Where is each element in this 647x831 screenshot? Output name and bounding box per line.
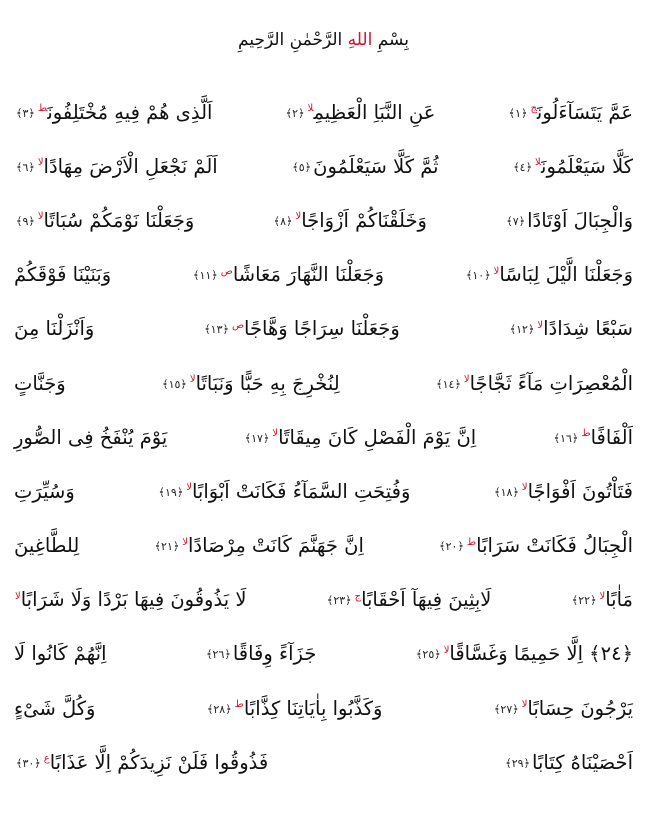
ayah-number-marker: ﴿٢٢﴾	[571, 594, 597, 608]
verse-text: اَلْفَافًا	[590, 425, 633, 449]
verse-text: اَحْصَيْنَاهُ كِتَابًا	[532, 750, 633, 774]
ayah-number-marker: ﴿٦﴾	[16, 160, 35, 174]
waqf-mark: لا	[537, 319, 544, 331]
waqf-mark: ط	[581, 428, 591, 440]
waqf-mark: لا	[493, 265, 500, 277]
waqf-mark: ع	[43, 753, 50, 765]
verse-text: مَاٰبًا	[605, 588, 633, 612]
ayah-number-marker: ﴿١٠﴾	[465, 269, 491, 283]
verse-segment	[153, 534, 364, 557]
verse-text: لَا يَذُوقُونَ فِيهَا بَرْدًا وَلَا شَرَابًا	[20, 588, 247, 612]
ayah-number-marker: ﴿٢٣﴾	[326, 594, 352, 608]
verse-text: وَجَعَلْنَا سِرَاجًا وَهَّاجًا	[244, 317, 400, 341]
verse-segment	[157, 480, 411, 503]
waqf-mark: لا	[307, 103, 314, 115]
ayah-number-marker: ﴿١٥﴾	[162, 377, 187, 391]
ayah-number-marker: ﴿١﴾	[508, 106, 528, 120]
ayah-number-marker: ﴿٣٠﴾	[16, 756, 41, 770]
verse-text: وَكُلَّ شَىْءٍ	[14, 696, 96, 720]
verse-text: اِنَّهُمْ كَانُوا لَا	[14, 642, 107, 666]
verse-text: فَتَاْتُونَ اَفْوَاجًا	[527, 479, 633, 503]
verse-text: لِلطَّاغِينَ	[14, 534, 80, 558]
ayah-number-marker: ﴿١٨﴾	[494, 485, 519, 499]
waqf-mark: ط	[37, 103, 48, 115]
verse-text: وَجَعَلْنَا نَوْمَكُمْ سُبَاتًا	[43, 208, 195, 232]
verse-text: اِنَّ جَهَنَّمَ كَانَتْ مِرْصَادًا	[188, 534, 364, 558]
verse-segment	[14, 426, 167, 449]
basmala-part-3: الرَّحْمٰنِ الرَّحِيمِ	[238, 30, 343, 50]
verse-segment	[14, 317, 94, 340]
verse-text: فَذُوقُوا فَلَنْ نَزِيدَكُمْ اِلَّا عَذَابًا	[49, 750, 269, 774]
waqf-mark: ج	[354, 590, 362, 602]
verse-text: وَجَنَّاتٍ	[14, 371, 66, 395]
verse-segment	[14, 209, 194, 232]
waqf-mark: لا	[599, 590, 606, 602]
waqf-mark: لا	[15, 590, 21, 602]
waqf-mark: لا	[189, 374, 196, 386]
ayah-number-marker: ﴿٢﴾	[285, 106, 305, 120]
verse-segment	[464, 263, 633, 286]
verse-text: ﴿٢٤﴾ اِلَّا حَمِيمًا وَغَسَّاقًا	[449, 642, 633, 666]
verse-segment	[507, 101, 633, 124]
waqf-mark: لا	[37, 211, 44, 223]
ayah-number-marker: ﴿٣﴾	[16, 106, 35, 120]
verse-text: لِنُخْرِجَ بِهِ حَبًّا وَنَبَاتًا	[195, 371, 340, 395]
verse-line	[14, 139, 633, 193]
verse-segment	[243, 426, 477, 449]
verse-lines	[14, 85, 633, 789]
ayah-number-marker: ﴿٢٩﴾	[505, 756, 530, 770]
ayah-number-marker: ﴿١٣﴾	[204, 323, 229, 337]
verse-line	[14, 464, 633, 518]
verse-text: وَبَنَيْنَا فَوْقَكُمْ	[14, 263, 112, 287]
verse-segment	[504, 209, 633, 232]
waqf-mark: ص	[231, 319, 245, 331]
ayah-number-marker: ﴿٤﴾	[513, 160, 533, 174]
verse-segment	[552, 426, 633, 449]
verse-text: جَزَآءً وِفَاقًا	[232, 642, 317, 666]
waqf-mark: ص	[220, 265, 233, 277]
verse-segment	[14, 697, 95, 720]
verse-segment	[14, 534, 79, 557]
waqf-mark: ط	[234, 699, 244, 711]
verse-segment	[14, 155, 218, 178]
verse-line	[14, 735, 633, 789]
basmala-allah: اللهِ	[347, 30, 373, 50]
verse-text: وَخَلَقْنَاكُمْ اَزْوَاجًا	[301, 208, 427, 232]
ayah-number-marker: ﴿١٤﴾	[436, 377, 461, 391]
verse-segment	[14, 372, 66, 395]
verse-segment	[414, 642, 633, 665]
verse-text: سَبْعًا شِدَادًا	[543, 317, 633, 341]
verse-text: ثُمَّ كَلَّا سَيَعْلَمُونَ	[313, 154, 439, 178]
verse-text: يَوْمَ يُنْفَخُ فِى الصُّورِ	[14, 425, 168, 449]
verse-line	[14, 627, 633, 681]
verse-segment	[284, 101, 436, 124]
verse-segment	[14, 101, 212, 124]
verse-segment	[14, 263, 111, 286]
waqf-mark: ج	[530, 103, 537, 115]
waqf-mark: لا	[182, 536, 189, 548]
verse-segment	[570, 588, 633, 611]
verse-text: كَلَّا سَيَعْلَمُونَ	[541, 154, 633, 178]
waqf-mark: لا	[521, 699, 528, 711]
verse-text: وَجَعَلْنَا النَّهَارَ مَعَاشًا	[232, 263, 385, 287]
waqf-mark: ط	[466, 536, 477, 548]
verse-segment	[14, 588, 246, 611]
verse-line	[14, 410, 633, 464]
verse-line	[14, 302, 633, 356]
verse-segment	[434, 372, 633, 395]
waqf-mark: لا	[463, 374, 470, 386]
verse-text: وَسُيِّرَتِ	[14, 479, 75, 503]
ayah-number-marker: ﴿١١﴾	[193, 269, 218, 283]
waqf-mark: لا	[186, 482, 192, 494]
basmala-part-1: بِسْمِ	[377, 30, 409, 50]
waqf-mark: لا	[295, 211, 302, 223]
verse-text: اِنَّ يَوْمَ الْفَصْلِ كَانَ مِيقَاتًا	[278, 425, 477, 449]
ayah-number-marker: ﴿٩﴾	[16, 214, 35, 228]
verse-line	[14, 573, 633, 627]
ayah-number-marker: ﴿٢٨﴾	[206, 702, 232, 716]
ayah-number-marker: ﴿١٦﴾	[553, 431, 579, 445]
waqf-mark: لا	[37, 157, 44, 169]
verse-text: وَفُتِحَتِ السَّمَآءُ فَكَانَتْ اَبْوَابًا	[191, 479, 411, 503]
verse-segment	[508, 317, 633, 340]
verse-segment	[205, 697, 383, 720]
verse-line	[14, 85, 633, 139]
verse-segment	[204, 642, 316, 665]
verse-text: وَالْجِبَالَ اَوْتَادًا	[527, 208, 633, 232]
verse-text: يَرْجُونَ حِسَابًا	[527, 696, 633, 720]
waqf-mark: لا	[272, 428, 279, 440]
ayah-number-marker: ﴿٢٧﴾	[493, 702, 519, 716]
verse-segment	[14, 751, 268, 774]
verse-segment	[14, 642, 106, 665]
verse-segment	[503, 751, 633, 774]
verse-text: وَاَنْزَلْنَا مِنَ	[14, 317, 95, 341]
ayah-number-marker: ﴿٢٠﴾	[439, 540, 464, 554]
basmala	[0, 28, 647, 52]
ayah-number-marker: ﴿٥﴾	[292, 160, 312, 174]
verse-segment	[160, 372, 340, 395]
verse-segment	[14, 480, 75, 503]
verse-line	[14, 519, 633, 573]
ayah-number-marker: ﴿٨﴾	[273, 214, 293, 228]
verse-text: الْمُعْصِرَاتِ مَآءً ثَجَّاجًا	[469, 371, 633, 395]
verse-text: اَلَمْ نَجْعَلِ الْاَرْضَ مِهَادًا	[43, 154, 218, 178]
verse-text: وَكَذَّبُوا بِاٰيَاتِنَا كِذَّابًا	[243, 696, 383, 720]
waqf-mark: لا	[443, 644, 450, 656]
verse-segment	[272, 209, 427, 232]
verse-text: اَلَّذِى هُمْ فِيهِ مُخْتَلِفُونَ	[47, 100, 213, 124]
verse-line	[14, 193, 633, 247]
verse-line	[14, 681, 633, 735]
ayah-number-marker: ﴿٢٦﴾	[206, 648, 231, 662]
verse-text: عَمَّ يَتَسَآءَلُونَ	[536, 100, 633, 124]
verse-text: الْجِبَالُ فَكَانَتْ سَرَابًا	[476, 534, 633, 558]
verse-line	[14, 248, 633, 302]
verse-text: وَجَعَلْنَا الَّيْلَ لِبَاسًا	[499, 263, 633, 287]
verse-segment	[492, 480, 633, 503]
waqf-mark: لا	[535, 157, 542, 169]
ayah-number-marker: ﴿٧﴾	[506, 214, 526, 228]
verse-segment	[191, 263, 384, 286]
verse-segment	[437, 534, 633, 557]
verse-segment	[492, 697, 633, 720]
verse-line	[14, 356, 633, 410]
verse-text: لَابِثِينَ فِيهَآ اَحْقَابًا	[361, 588, 492, 612]
ayah-number-marker: ﴿٢٥﴾	[415, 648, 441, 662]
ayah-number-marker: ﴿١٩﴾	[158, 485, 184, 499]
verse-segment	[290, 155, 438, 178]
verse-segment	[511, 155, 633, 178]
ayah-number-marker: ﴿١٧﴾	[244, 431, 270, 445]
verse-text: عَنِ النَّبَاِ الْعَظِيمِ	[313, 100, 436, 124]
waqf-mark: لا	[521, 482, 528, 494]
verse-segment	[325, 588, 492, 611]
ayah-number-marker: ﴿١٢﴾	[509, 323, 535, 337]
verse-segment	[202, 317, 400, 340]
ayah-number-marker: ﴿٢١﴾	[154, 540, 180, 554]
